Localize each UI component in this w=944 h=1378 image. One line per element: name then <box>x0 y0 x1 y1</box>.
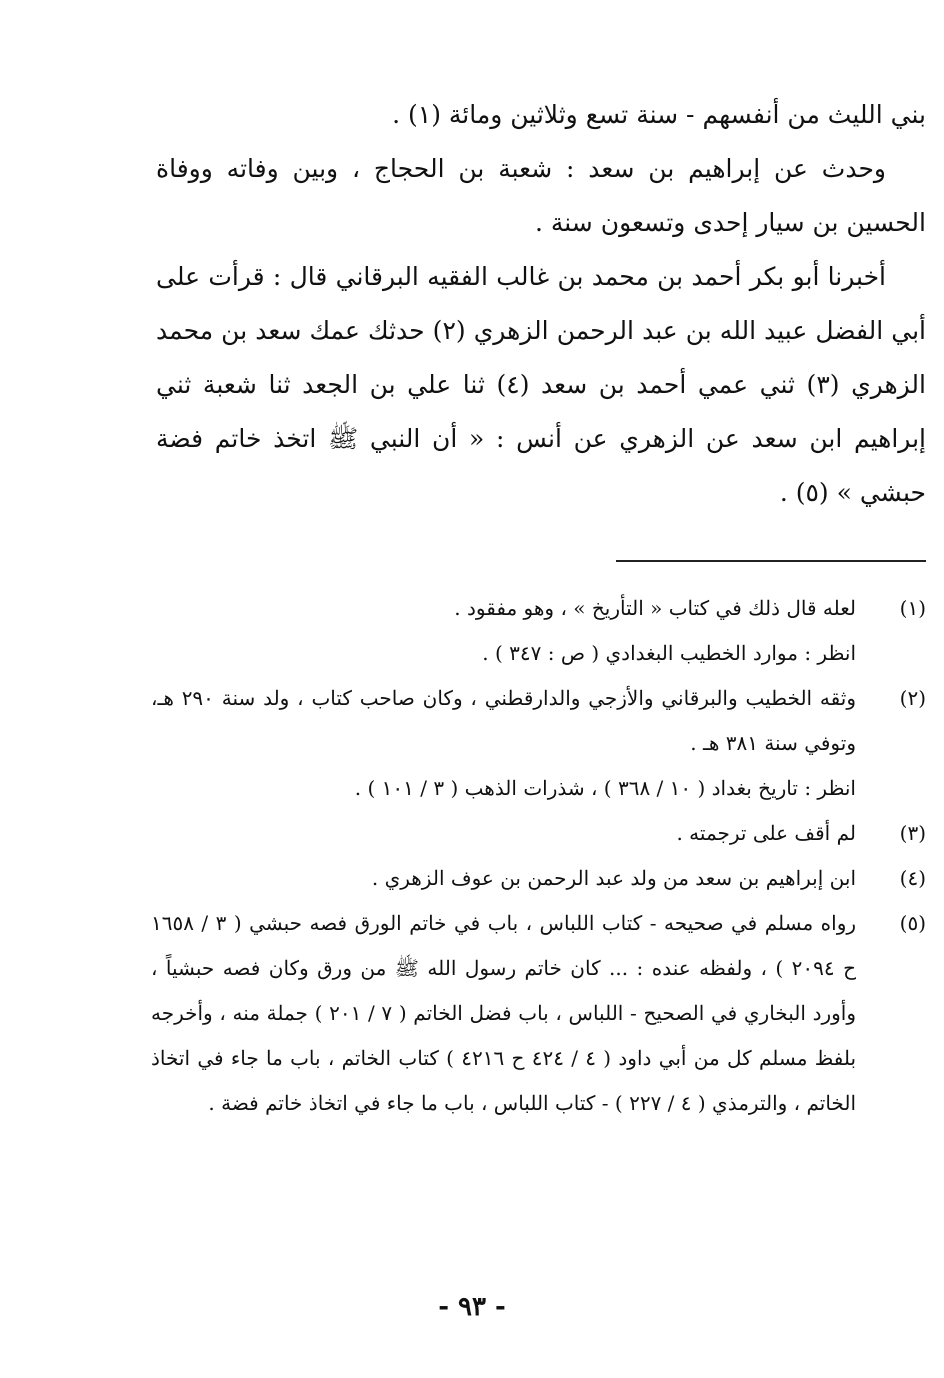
main-paragraph-3: أخبرنا أبو بكر أحمد بن محمد بن غالب الفقيه البرقاني قال : قرأت على أبي الفضل عبيد الله بن عبد الرحمن الزهري (٢) حدثك عمك سعد بن محمد الزهري (٣) ثني عمي أحمد بن سعد (٤) ثنا علي بن الجعد ثنا شعبة ثني إبراهيم ابن سعد عن الزهري عن أنس : « أن النبي ﷺ اتخذ خاتم فضة حبشي » (٥) . <box>156 262 926 507</box>
footnote-line: ابن إبراهيم بن سعد من ولد عبد الرحمن بن عوف الزهري . <box>371 866 856 890</box>
main-paragraph-1: بني الليث من أنفسهم - سنة تسع وثلاثين ومائة (١) . <box>392 100 926 129</box>
footnote-3 <box>151 811 926 856</box>
main-paragraph-2: وحدث عن إبراهيم بن سعد : شعبة بن الحجاج ، وبين وفاته ووفاة الحسين بن سيار إحدى وتسعون سنة . <box>156 154 926 237</box>
footnote-2 <box>151 676 926 811</box>
footnote-number: (٤) <box>899 866 926 890</box>
footnote-line: انظر : موارد الخطيب البغدادي ( ص : ٣٤٧ ) . <box>482 641 856 665</box>
footnote-number: (٥) <box>899 911 926 935</box>
footnote-line: لم أقف على ترجمته . <box>676 821 856 845</box>
page-number: - ٩٣ - <box>438 1292 506 1322</box>
footnote-5 <box>151 901 926 1126</box>
footnote-4 <box>151 856 926 901</box>
footnote-number: (٣) <box>899 821 926 845</box>
footnotes <box>151 586 926 1126</box>
footnote-line: انظر : تاريخ بغداد ( ١٠ / ٣٦٨ ) ، شذرات الذهب ( ٣ / ١٠١ ) . <box>354 776 856 800</box>
footnote-line: لعله قال ذلك في كتاب « التأريخ » ، وهو مفقود . <box>454 596 856 620</box>
footnote-line: وثقه الخطيب والبرقاني والأزجي والدارقطني ، وكان صاحب كتاب ، ولد سنة ٢٩٠ هـ، وتوفي سنة ٣٨١ هـ . <box>151 686 856 755</box>
main-text <box>156 88 926 520</box>
footnote-number: (٢) <box>899 686 926 710</box>
footnote-1 <box>151 586 926 676</box>
footnote-line: رواه مسلم في صحيحه - كتاب اللباس ، باب في خاتم الورق فصه حبشي ( ٣ / ١٦٥٨ ح ٢٠٩٤ ) ، ولفظه عنده : ... كان خاتم رسول الله ﷺ من ورق وكان فصه حبشياً ، وأورد البخاري في الصحيح - اللباس ، باب فضل الخاتم ( ٧ / ٢٠١ ) جملة منه ، وأخرجه بلفظ مسلم كل من أبي داود ( ٤ / ٤٢٤ ح ٤٢١٦ ) كتاب الخاتم ، باب ما جاء في اتخاذ الخاتم ، والترمذي ( ٤ / ٢٢٧ ) - كتاب اللباس ، باب ما جاء في اتخاذ خاتم فضة . <box>151 911 857 1115</box>
footnote-number: (١) <box>899 596 926 620</box>
footnote-separator <box>616 560 926 562</box>
